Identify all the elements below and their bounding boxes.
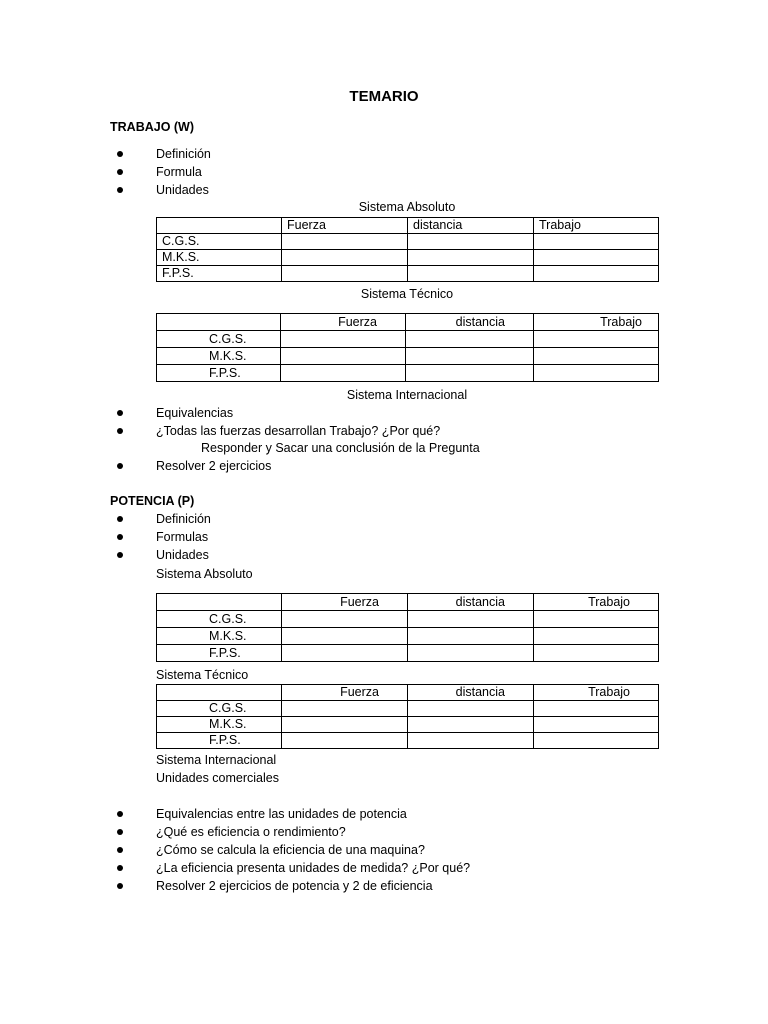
table-row-label: F.P.S.: [157, 365, 281, 382]
table-cell: [282, 701, 408, 717]
table-header-row: [157, 218, 659, 234]
table-cell: [406, 331, 534, 348]
table-header-cell: Trabajo: [534, 218, 659, 234]
list-item: Definición: [136, 145, 211, 163]
table-cell: [282, 234, 408, 250]
trabajo-topic-list: [136, 145, 211, 199]
table-cell: [281, 348, 406, 365]
table-header-cell: Fuerza: [281, 314, 406, 331]
table-header-cell: Fuerza: [282, 594, 408, 611]
table-row: [157, 628, 659, 645]
table-cell: [408, 645, 534, 662]
trabajo-exercise-list: [136, 457, 271, 475]
table-cell: [534, 365, 659, 382]
table-cell: [408, 266, 534, 282]
table-cell: [406, 365, 534, 382]
table-row-label: C.G.S.: [157, 331, 281, 348]
table-header-cell: Trabajo: [534, 314, 659, 331]
caption-sistema-internacional: Sistema Internacional: [156, 753, 277, 767]
list-item: Resolver 2 ejercicios de potencia y 2 de eficiencia: [136, 877, 470, 895]
table-row: [157, 266, 659, 282]
table-row-label: F.P.S.: [157, 733, 282, 749]
table-cell: [282, 717, 408, 733]
table-cell: [157, 314, 281, 331]
table-cell: [534, 645, 659, 662]
table-cell: [534, 628, 659, 645]
table-cell: [282, 628, 408, 645]
table-header-cell: Fuerza: [282, 218, 408, 234]
trabajo-absoluto-table: [156, 217, 659, 282]
table-cell: [408, 701, 534, 717]
table-row: [157, 701, 659, 717]
table-cell: [534, 250, 659, 266]
list-item: Equivalencias: [136, 404, 440, 422]
table-cell: [282, 645, 408, 662]
potencia-absoluto-table: [156, 593, 659, 662]
table-cell: [534, 717, 659, 733]
table-cell: [282, 266, 408, 282]
table-cell: [408, 628, 534, 645]
caption-sistema-internacional: Sistema Internacional: [346, 388, 468, 402]
table-row-label: C.G.S.: [157, 701, 282, 717]
potencia-topic-list: [136, 510, 211, 564]
table-cell: [534, 234, 659, 250]
table-cell: [408, 250, 534, 266]
table-row: [157, 717, 659, 733]
caption-sistema-tecnico: Sistema Técnico: [360, 287, 454, 301]
table-cell: [534, 733, 659, 749]
list-item: ¿Qué es eficiencia o rendimiento?: [136, 823, 470, 841]
table-row-label: M.K.S.: [157, 717, 282, 733]
list-item: Unidades: [136, 546, 211, 564]
table-row-label: F.P.S.: [157, 266, 282, 282]
table-row: [157, 331, 659, 348]
list-item: Unidades: [136, 181, 211, 199]
page-title: TEMARIO: [349, 88, 419, 105]
table-cell: [157, 218, 282, 234]
table-header-row: [157, 594, 659, 611]
table-header-cell: distancia: [408, 594, 534, 611]
caption-sistema-absoluto: Sistema Absoluto: [358, 200, 456, 214]
sub-note: Responder y Sacar una conclusión de la Pregunta: [201, 441, 480, 455]
table-row-label: F.P.S.: [157, 645, 282, 662]
table-cell: [534, 348, 659, 365]
section-heading-trabajo: TRABAJO (W): [110, 120, 195, 134]
table-header-row: [157, 314, 659, 331]
table-header-cell: distancia: [406, 314, 534, 331]
table-row: [157, 645, 659, 662]
table-row-label: M.K.S.: [157, 250, 282, 266]
list-item: Equivalencias entre las unidades de potencia: [136, 805, 470, 823]
table-cell: [281, 331, 406, 348]
table-row: [157, 234, 659, 250]
trabajo-tecnico-table: [156, 313, 659, 382]
potencia-questions-list: [136, 805, 470, 895]
table-cell: [282, 733, 408, 749]
table-cell: [157, 594, 282, 611]
table-header-cell: Trabajo: [534, 685, 659, 701]
list-item: Resolver 2 ejercicios: [136, 457, 271, 475]
table-row-label: M.K.S.: [157, 628, 282, 645]
table-row-label: M.K.S.: [157, 348, 281, 365]
table-cell: [534, 331, 659, 348]
table-cell: [408, 611, 534, 628]
list-item: ¿La eficiencia presenta unidades de medida? ¿Por qué?: [136, 859, 470, 877]
table-cell: [408, 234, 534, 250]
list-item: Definición: [136, 510, 211, 528]
table-cell: [534, 266, 659, 282]
table-row: [157, 348, 659, 365]
list-item: Formulas: [136, 528, 211, 546]
caption-sistema-absoluto: Sistema Absoluto: [156, 567, 253, 581]
list-item: ¿Todas las fuerzas desarrollan Trabajo? ¿Por qué?: [136, 422, 440, 440]
list-item: ¿Cómo se calcula la eficiencia de una maquina?: [136, 841, 470, 859]
table-cell: [408, 733, 534, 749]
caption-sistema-tecnico: Sistema Técnico: [156, 668, 249, 682]
table-cell: [281, 365, 406, 382]
table-row: [157, 733, 659, 749]
table-header-cell: distancia: [408, 218, 534, 234]
table-cell: [282, 611, 408, 628]
section-heading-potencia: POTENCIA (P): [110, 494, 195, 508]
table-header-cell: distancia: [408, 685, 534, 701]
table-row: [157, 611, 659, 628]
table-row-label: C.G.S.: [157, 611, 282, 628]
table-cell: [157, 685, 282, 701]
table-row: [157, 365, 659, 382]
table-cell: [534, 611, 659, 628]
table-cell: [282, 250, 408, 266]
table-header-row: [157, 685, 659, 701]
potencia-tecnico-table: [156, 684, 659, 749]
caption-unidades-comerciales: Unidades comerciales: [156, 771, 279, 785]
table-cell: [406, 348, 534, 365]
table-header-cell: Fuerza: [282, 685, 408, 701]
table-cell: [534, 701, 659, 717]
table-row-label: C.G.S.: [157, 234, 282, 250]
table-cell: [408, 717, 534, 733]
trabajo-questions-list: [136, 404, 440, 440]
table-row: [157, 250, 659, 266]
list-item: Formula: [136, 163, 211, 181]
table-header-cell: Trabajo: [534, 594, 659, 611]
